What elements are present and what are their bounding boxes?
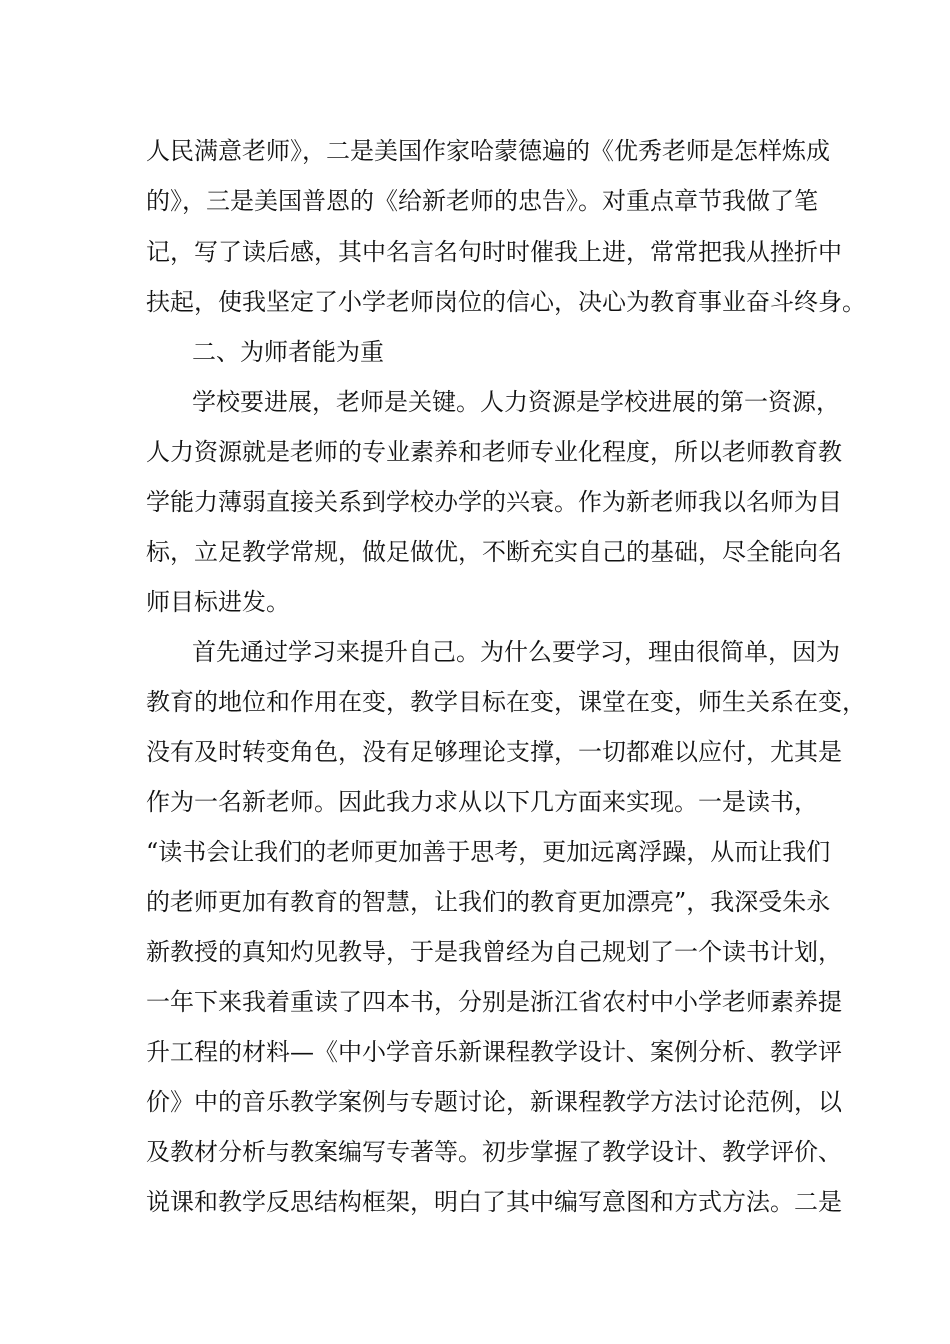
text-line-9: 标，立足教学常规，做足做优，不断充实自己的基础，尽全能向名: [146, 538, 842, 566]
text-line-8: 学能力薄弱直接关系到学校办学的兴衰。作为新老师我以名师为目: [146, 488, 842, 516]
text-line-15: “读书会让我们的老师更加善于思考，更加远离浮躁，从而让我们: [146, 838, 831, 866]
text-line-6: 学校要进展，老师是关键。人力资源是学校进展的第一资源，: [192, 388, 840, 416]
text-line-12: 教育的地位和作用在变，教学目标在变，课堂在变，师生关系在变，: [146, 688, 866, 716]
text-line-18: 一年下来我着重读了四本书，分别是浙江省农村中小学老师素养提: [146, 988, 842, 1016]
text-line-7: 人力资源就是老师的专业素养和老师专业化程度，所以老师教育教: [146, 438, 842, 466]
text-line-3: 记，写了读后感，其中名言名句时时催我上进，常常把我从挫折中: [146, 238, 842, 266]
section-heading: 二、为师者能为重: [192, 338, 384, 366]
text-line-11: 首先通过学习来提升自己。为什么要学习，理由很简单，因为: [192, 638, 840, 666]
text-line-17: 新教授的真知灼见教导，于是我曾经为自己规划了一个读书计划，: [146, 938, 842, 966]
text-line-10: 师目标进发。: [146, 588, 290, 616]
text-line-16: 的老师更加有教育的智慧，让我们的教育更加漂亮”，我深受朱永: [146, 888, 831, 916]
text-line-21: 及教材分析与教案编写专著等。初步掌握了教学设计、教学评价、: [146, 1138, 842, 1166]
text-line-22: 说课和教学反思结构框架，明白了其中编写意图和方式方法。二是: [146, 1188, 842, 1216]
text-line-20: 价》中的音乐教学案例与专题讨论，新课程教学方法讨论范例，以: [146, 1088, 842, 1116]
text-line-14: 作为一名新老师。因此我力求从以下几方面来实现。一是读书，: [146, 788, 818, 816]
text-line-4: 扶起，使我坚定了小学老师岗位的信心，决心为教育事业奋斗终身。: [146, 288, 866, 316]
text-line-19: 升工程的材料—《中小学音乐新课程教学设计、案例分析、教学评: [146, 1038, 842, 1066]
text-line-2: 的》，三是美国普恩的《给新老师的忠告》。对重点章节我做了笔: [146, 187, 818, 215]
text-line-13: 没有及时转变角色，没有足够理论支撑，一切都难以应付，尤其是: [146, 738, 842, 766]
text-line-1: 人民满意老师》，二是美国作家哈蒙德遍的《优秀老师是怎样炼成: [146, 137, 830, 165]
